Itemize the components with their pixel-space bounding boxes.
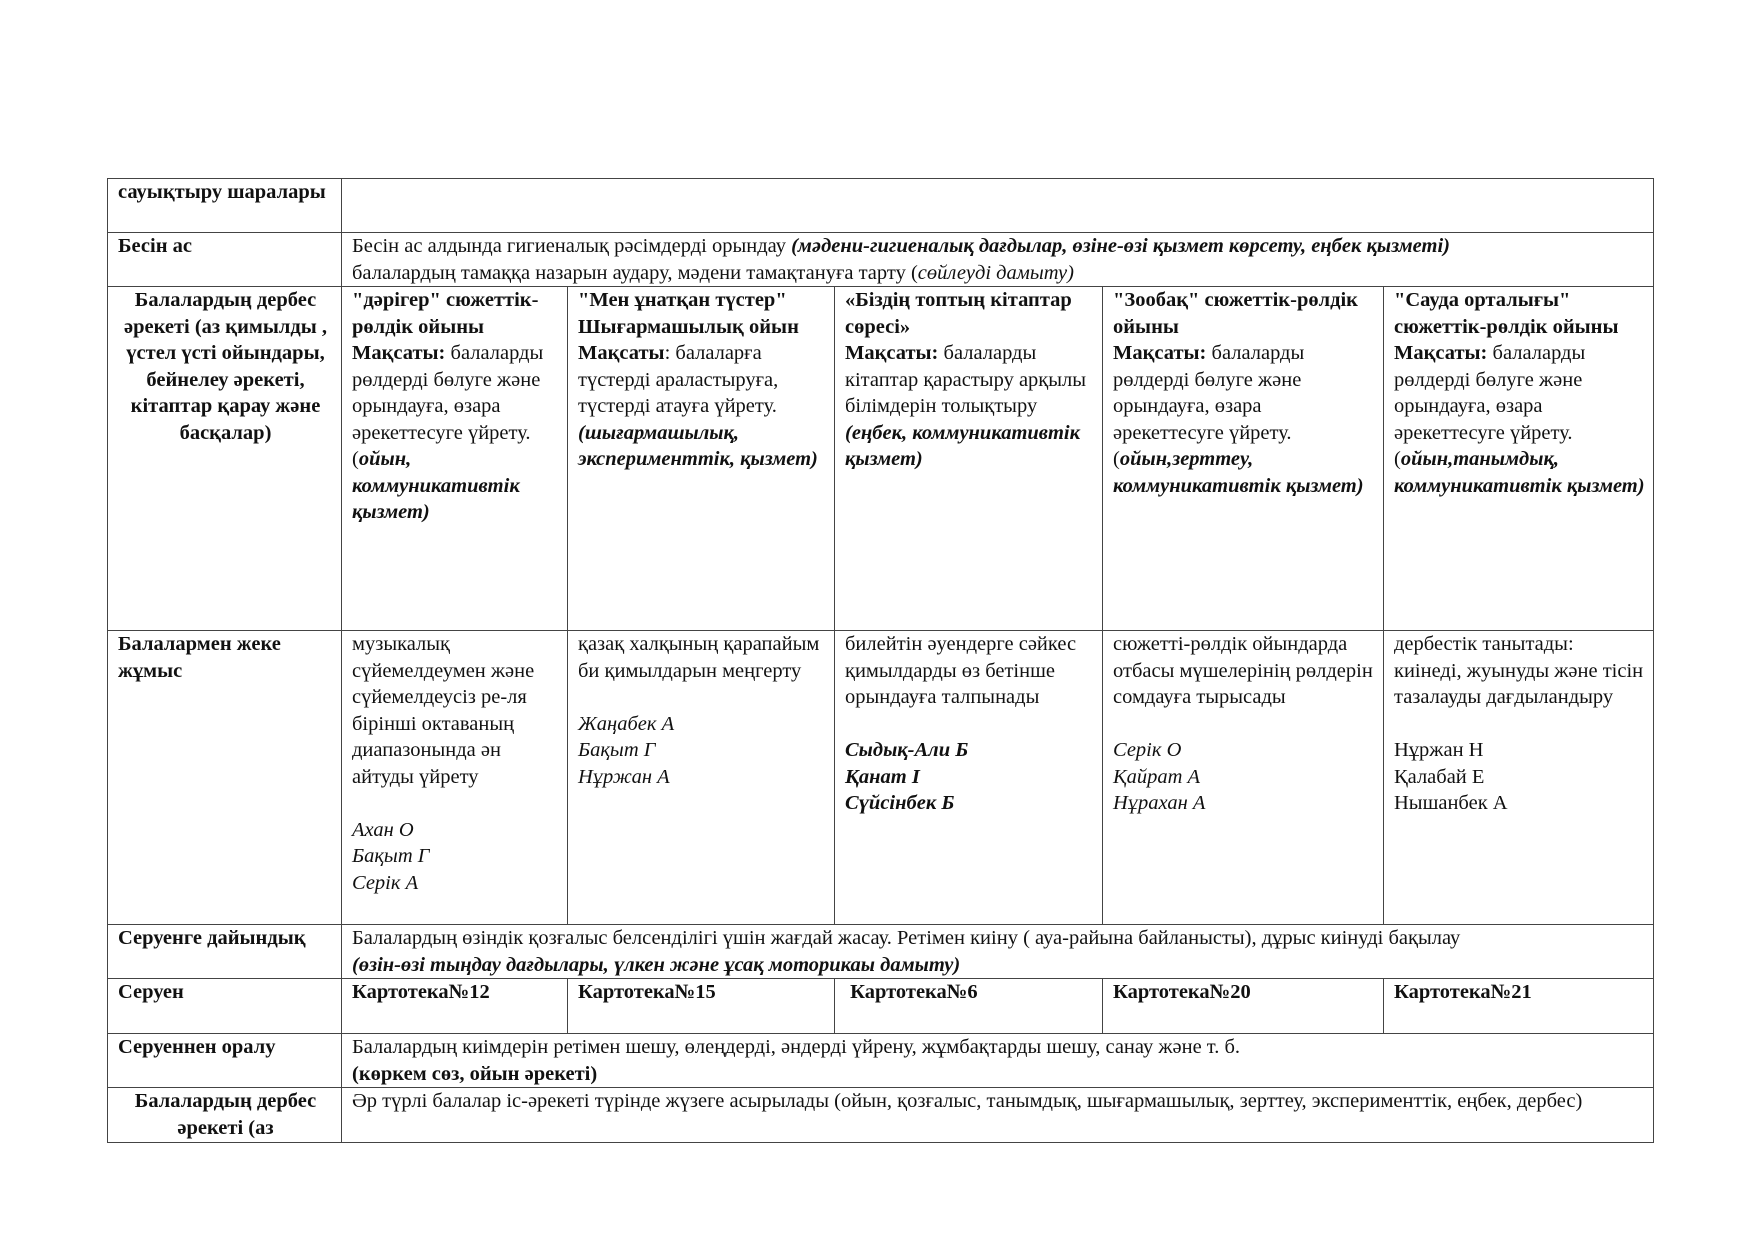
table-row-independent — [108, 287, 1654, 631]
independent-cell-2 — [568, 287, 835, 631]
table-row-return — [108, 1034, 1654, 1088]
row-content-return — [342, 1034, 1654, 1088]
goal-label: Мақсаты: — [352, 342, 446, 364]
snack-line1-activity: (мәдени-гигиеналық дағдылар, өзіне-өзі қызмет көрсету, еңбек қызметі) — [791, 235, 1450, 257]
independent-cell-1 — [342, 287, 568, 631]
walk-card-5: Картотека№21 — [1384, 979, 1654, 1034]
child-name: Нышанбек А — [1394, 792, 1508, 814]
row-label-individual: Балалармен жеке жұмыс — [108, 631, 342, 925]
snack-line2-text: балалардың тамаққа назарын аудару, мәдени тамақтануға тарту ( — [352, 261, 918, 284]
child-name: Серік О — [1113, 739, 1182, 761]
individual-task: сюжетті-рөлдік ойындарда отбасы мүшелерінің рөлдерін сомдауға тырысады — [1113, 633, 1373, 708]
walk-card-3: Картотека№6 — [835, 979, 1103, 1034]
goal-text: : балаларға түстерді араластыруға, түстерді атауға үйрету. — [578, 342, 779, 417]
independent-cell-3 — [835, 287, 1103, 631]
row-content-health — [342, 179, 1654, 233]
goal-text: балаларды кітаптар қарастыру арқылы білімдерін толықтыру — [845, 342, 1087, 417]
goal-text: балаларды рөлдерді бөлуге және орындауға, өзара әрекеттесуге үйрету. — [1113, 342, 1305, 444]
return-activity: (көркем сөз, ойын әрекеті) — [352, 1062, 598, 1085]
row-label-return: Серуеннен оралу — [108, 1034, 342, 1088]
walk-card-2: Картотека№15 — [568, 979, 835, 1034]
row-label-independent: Балалардың дербес әрекеті (аз қимылды , үстел үсті ойындары, бейнелеу әрекеті, кітаптар қарау және басқалар) — [108, 287, 342, 631]
row-content-walk-prep — [342, 925, 1654, 979]
walk-prep-text: Балалардың өзіндік қозғалыс белсенділігі үшін жағдай жасау. Ретімен киіну ( ауа-райына байланысты), дұрыс киінуді бақылау — [352, 927, 1461, 949]
child-name: Сүйсінбек Б — [845, 792, 955, 814]
row-label-independent2: Балалардың дербес әрекеті (аз — [108, 1088, 342, 1143]
child-name: Бақыт Г — [352, 845, 430, 867]
table-row-independent2 — [108, 1088, 1654, 1143]
walk-prep-activity: (өзін-өзі тыңдау дағдылары, үлкен және ұсақ моторикаы дамыту) — [352, 953, 961, 976]
game-title: "дәрігер" сюжеттік-рөлдік ойыны — [352, 289, 539, 338]
table-row-snack — [108, 233, 1654, 287]
child-name: Нұрахан А — [1113, 792, 1206, 814]
independent-cell-5 — [1384, 287, 1654, 631]
child-name: Қанат І — [845, 765, 920, 788]
activity-type: (еңбек, коммуникативтік қызмет) — [845, 421, 1080, 470]
snack-line2-activity: сөйлеуді дамыту) — [917, 261, 1074, 284]
child-name: Жаңабек А — [578, 712, 675, 735]
table-row-individual — [108, 631, 1654, 925]
row-content-independent2: Әр түрлі балалар іс-әрекеті түрінде жүзеге асырылады (ойын, қозғалыс, танымдық, шығармашылық, зерттеу, эксперименттік, еңбек, дербес) — [342, 1088, 1654, 1143]
individual-cell-5 — [1384, 631, 1654, 925]
row-label-walk-prep: Серуенге дайындық — [108, 925, 342, 979]
child-name: Сыдық-Али Б — [845, 739, 969, 761]
independent-cell-4 — [1103, 287, 1384, 631]
individual-task: билейтін әуендерге сәйкес қимылдарды өз бетінше орындауға талпынады — [845, 633, 1077, 708]
goal-label: Мақсаты — [578, 342, 665, 364]
child-name: Бақыт Г — [578, 739, 656, 761]
child-name: Қалабай Е — [1394, 765, 1485, 788]
goal-text: балаларды рөлдерді бөлуге және орындауға, өзара әрекеттесуге үйрету. — [352, 342, 544, 444]
walk-card-1: Картотека№12 — [342, 979, 568, 1034]
activity-type: ойын,зерттеу, коммуникативтік қызмет) — [1113, 448, 1364, 497]
goal-label: Мақсаты: — [1394, 342, 1488, 364]
activity-type: ойын, коммуникативтік қызмет) — [352, 448, 520, 523]
goal-text: балаларды рөлдерді бөлуге және орындауға, өзара әрекеттесуге үйрету. — [1394, 342, 1586, 444]
row-label-health: сауықтыру шаралары — [108, 179, 342, 233]
game-title: "Сауда орталығы" сюжеттік-рөлдік ойыны — [1394, 289, 1619, 338]
row-label-snack: Бесін ас — [108, 233, 342, 287]
row-content-snack — [342, 233, 1654, 287]
goal-label: Мақсаты: — [1113, 342, 1207, 364]
activity-type: ойын,танымдық, коммуникативтік қызмет) — [1394, 448, 1645, 497]
activity-open: ( — [352, 448, 359, 470]
goal-label: Мақсаты: — [845, 342, 939, 364]
child-name: Нұржан Н — [1394, 739, 1484, 761]
daily-plan-table — [107, 178, 1654, 1143]
child-name: Нұржан А — [578, 765, 670, 788]
table-row-walk — [108, 979, 1654, 1034]
individual-cell-4 — [1103, 631, 1384, 925]
walk-card-4: Картотека№20 — [1103, 979, 1384, 1034]
individual-task: музыкалық сүйемелдеумен және сүйемелдеусіз ре-ля бірінші октаваның диапазонында ән айтуды үйрету — [352, 633, 535, 788]
activity-open: ( — [1113, 448, 1120, 470]
activity-type: (шығармашылық, эксперименттік, қызмет) — [578, 421, 818, 470]
child-name: Серік А — [352, 871, 419, 894]
game-title: "Мен ұнатқан түстер" Шығармашылық ойын — [578, 289, 799, 338]
individual-task: қазақ халқының қарапайым би қимылдарын меңгерту — [578, 633, 820, 682]
snack-line1-text: Бесін ас алдында гигиеналық рәсімдерді орындау — [352, 235, 792, 257]
individual-cell-2 — [568, 631, 835, 925]
row-label-walk: Серуен — [108, 979, 342, 1034]
table-row-health — [108, 179, 1654, 233]
individual-cell-3 — [835, 631, 1103, 925]
child-name: Ахан О — [352, 818, 414, 841]
activity-open: ( — [1394, 448, 1401, 470]
game-title: "Зообақ" сюжеттік-рөлдік ойыны — [1113, 289, 1358, 338]
game-title: «Біздің топтың кітаптар сөресі» — [845, 289, 1072, 338]
individual-task: дербестік танытады: киінеді, жуынуды және тісін тазалауды дағдыландыру — [1394, 633, 1644, 708]
return-text: Балалардың киімдерін ретімен шешу, өлеңдерді, әндерді үйрену, жұмбақтарды шешу, санау және т. б. — [352, 1036, 1241, 1058]
individual-cell-1 — [342, 631, 568, 925]
child-name: Қайрат А — [1113, 765, 1201, 788]
table-row-walk-prep — [108, 925, 1654, 979]
